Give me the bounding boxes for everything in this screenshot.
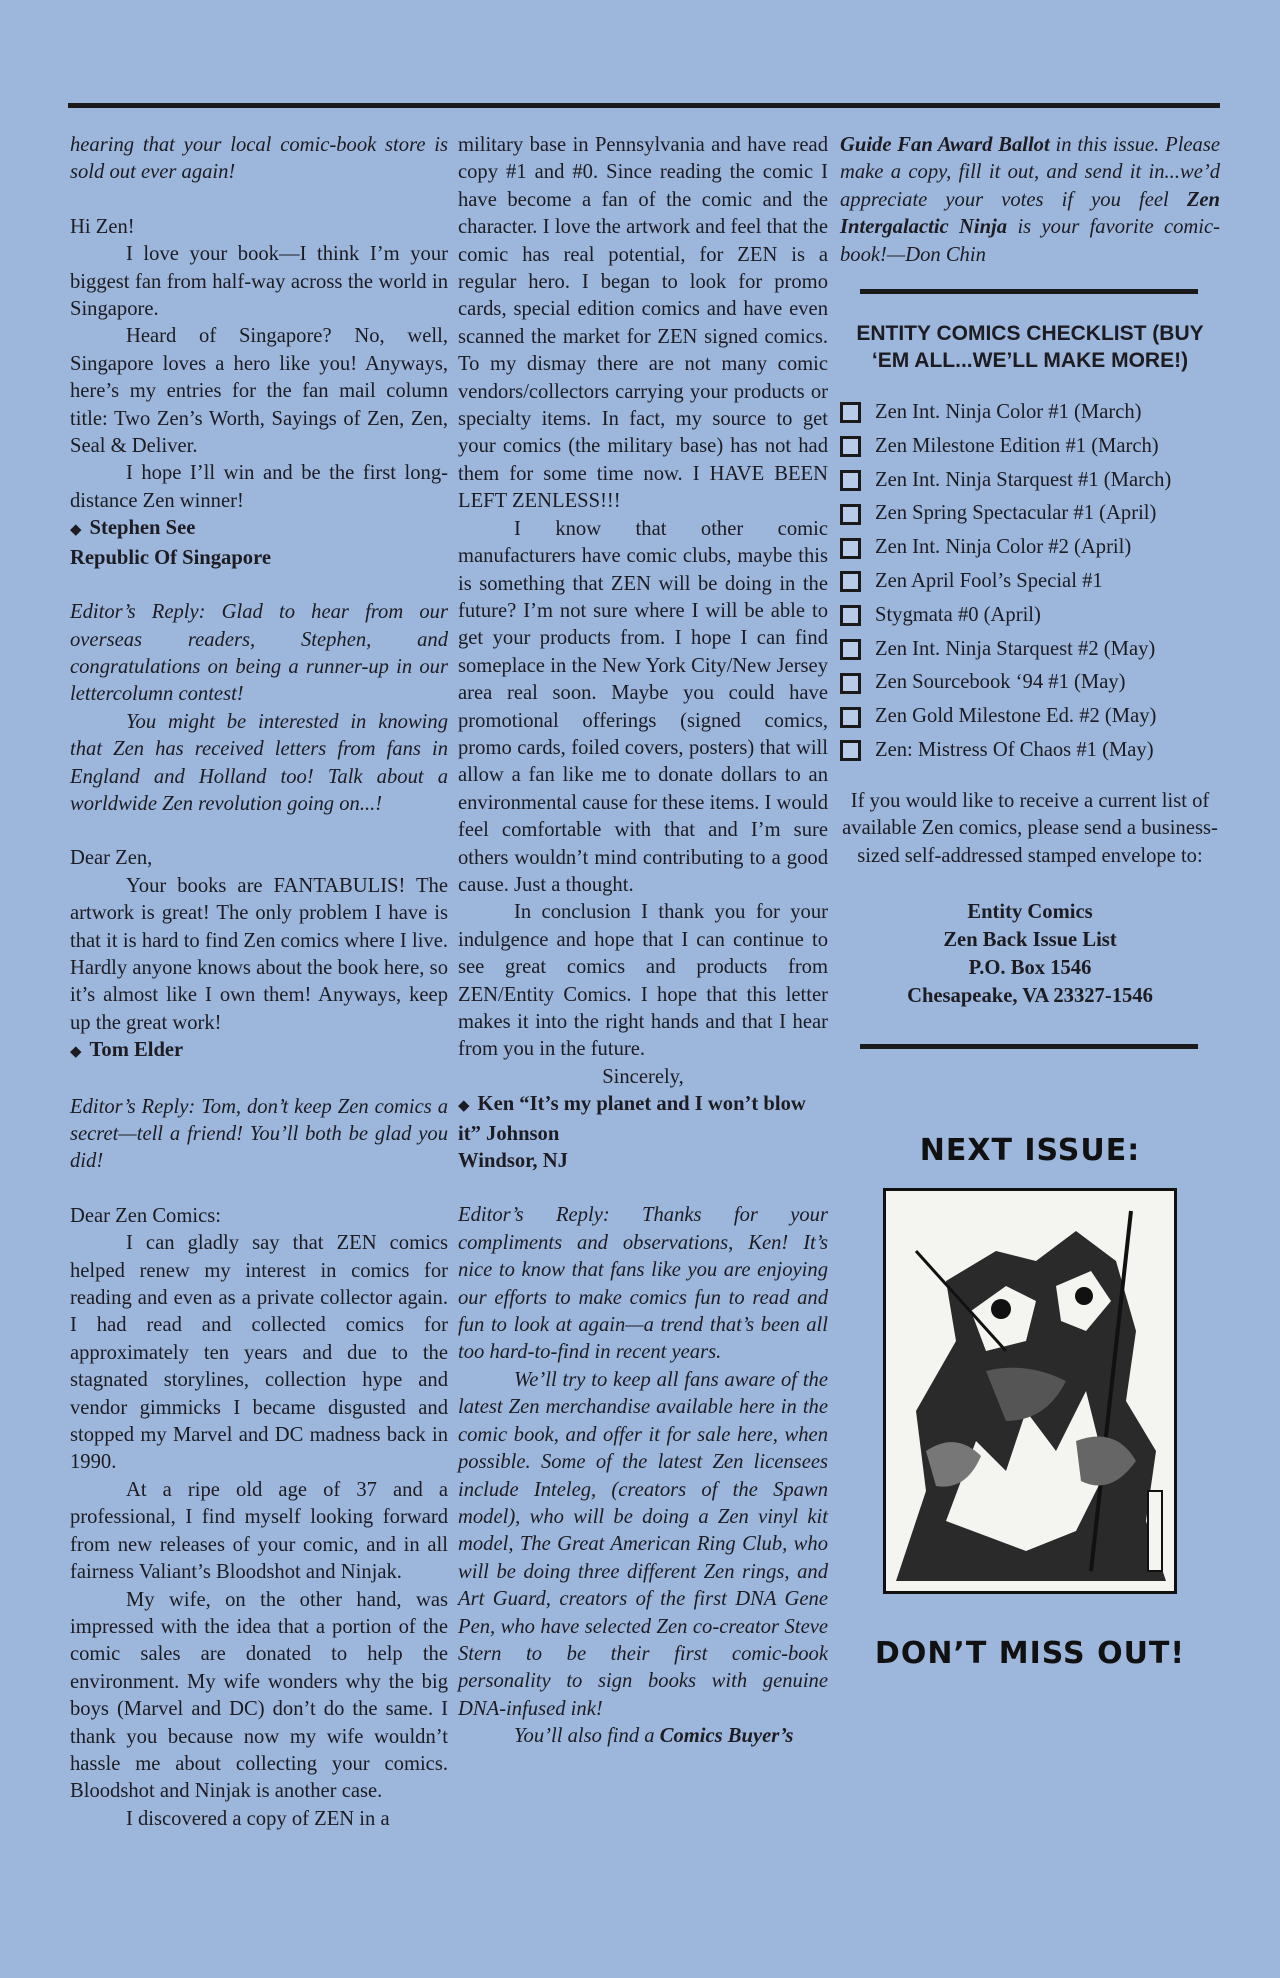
letter-salutation: Dear Zen, (70, 847, 153, 870)
letter-paragraph: At a ripe old age of 37 and a professional, I find myself looking forward from new releases of your comic, and in all fairness Valiant’s Bloodshot and Ninjak. (70, 1478, 448, 1584)
checklist-item: Zen Int. Ninja Color #2 (April) (840, 531, 1220, 565)
editor-reply-continued: You’ll also find a Comics Buyer’s (514, 1725, 794, 1748)
top-rule (68, 103, 1220, 108)
letter-paragraph: I know that other comic manufacturers have comic clubs, maybe this is something that ZEN will be doing in the future? I’m not sure where I will be able to get your products from. I hope I can find someplace in the New York City/New Jersey area real soon. Maybe you could have promotional offerings (signed comics, promo cards, foiled covers, posters) that will allow a fan like me to donate dollars to an environmental cause for these items. I would feel comfortable with that and I’m sure others wouldn’t mind contributing to a good cause. Just a thought. (458, 517, 829, 896)
letter-paragraph: military base in Pennsylvania and have read copy #1 and #0. Since reading the comic I have become a fan of the comic and the character. I love the artwork and feel that the comic has real potential, for ZEN is a regular hero. I began to look for promo cards, special edition comics and have even scanned the market for ZEN signed comics. To my dismay there are not many comic vendors/collectors carrying your products or specialty items. In fact, my source to get your comics (the military base) has not had them for some time now. I HAVE BEEN LEFT ZENLESS!!! (458, 134, 828, 513)
checklist-item: Zen Int. Ninja Color #1 (March) (840, 396, 1220, 430)
request-text: If you would like to receive a current list of available Zen comics, please send a business-sized self-addressed stamped envelope to: (842, 789, 1218, 867)
checklist-item: Zen: Mistress Of Chaos #1 (May) (840, 734, 1220, 768)
letter-paragraph: I love your book—I think I’m your biggest fan from half-way across the world in Singapore. (70, 243, 448, 321)
checklist-item: Zen Int. Ninja Starquest #1 (March) (840, 464, 1220, 498)
letter-paragraph: Your books are FANTABULIS! The artwork is great! The only problem I have is that it is hard to find Zen comics where I live. Hardly anyone knows about the book here, so it’s almost like I own them! Anyways, keep up the great work! (70, 874, 448, 1034)
signature-name: Ken “It’s my planet and I won’t blow it” Johnson (458, 1093, 806, 1145)
letter-salutation: Dear Zen Comics: (70, 1204, 221, 1227)
editor-reply: You might be interested in knowing that Zen has received letters from fans in England and Holland too! Talk about a worldwide Zen revolution going on...! (70, 710, 448, 815)
checkbox-icon (840, 538, 861, 559)
checkbox-icon (840, 740, 861, 761)
checklist-title: ENTITY COMICS CHECKLIST (BUY ‘EM ALL...WE’LL MAKE MORE!) (856, 322, 1204, 373)
column-1 (70, 132, 448, 1833)
mailing-address (840, 898, 1220, 1010)
editor-reply: Editor’s Reply: Thanks for your compliments and observations, Ken! It’s nice to know that fans like you are enjoying our efforts to make comics fun to read and fun to look at again—a trend that’s been all too hard-to-find in recent years. (458, 1204, 828, 1364)
section-rule (860, 289, 1198, 294)
diamond-icon: ◆ (458, 1098, 470, 1115)
letter-closing: Sincerely, (602, 1065, 684, 1088)
letter-signature (458, 1091, 828, 1148)
diamond-icon: ◆ (70, 522, 82, 539)
checkbox-icon (840, 707, 861, 728)
ninja-illustration (886, 1191, 1174, 1591)
letter-salutation: Hi Zen! (70, 215, 135, 238)
letter-paragraph: I can gladly say that ZEN comics helped renew my interest in comics for reading and even as a private collector again. I had read and collected comics for approximately ten years and due to the stagnated storylines, collection hype and vendor gimmicks I became disgusted and stopped my Marvel and DC madness back in 1990. (70, 1232, 448, 1474)
next-issue-artwork (883, 1188, 1177, 1594)
signature-place: Republic Of Singapore (70, 546, 272, 569)
checklist-item: Stygmata #0 (April) (840, 599, 1220, 633)
checkbox-icon (840, 402, 861, 423)
address-line: Chesapeake, VA 23327-1546 (907, 985, 1153, 1008)
dont-miss-out: DON’T MISS OUT! (874, 1636, 1186, 1672)
checklist-item: Zen April Fool’s Special #1 (840, 565, 1220, 599)
letter-signature (70, 515, 448, 544)
address-line: P.O. Box 1546 (968, 957, 1092, 980)
checklist-item: Zen Int. Ninja Starquest #2 (May) (840, 633, 1220, 667)
letter-signature (70, 1037, 448, 1066)
checklist-item: Zen Milestone Edition #1 (March) (840, 430, 1220, 464)
address-line: Entity Comics (967, 901, 1093, 924)
checklist-item: Zen Sourcebook ‘94 #1 (May) (840, 666, 1220, 700)
checkbox-icon (840, 436, 861, 457)
signature-name: Tom Elder (89, 1039, 184, 1062)
checklist (840, 396, 1220, 768)
column-3 (840, 132, 1221, 1672)
checkbox-icon (840, 605, 861, 626)
letter-paragraph: My wife, on the other hand, was impressed with the idea that a portion of the comic sales are donated to help the environment. My wife wonders why the big boys (Marvel and DC) don’t do the same. I thank you because now my wife wouldn’t hassle me about collecting your comics. Bloodshot and Ninjak is another case. (70, 1588, 448, 1803)
checkbox-icon (840, 673, 861, 694)
checkbox-icon (840, 639, 861, 660)
signature-name: Stephen See (89, 517, 196, 540)
signature-place: Windsor, NJ (458, 1150, 568, 1173)
section-rule (860, 1044, 1198, 1049)
checkbox-icon (840, 504, 861, 525)
diamond-icon: ◆ (70, 1044, 82, 1061)
address-line: Zen Back Issue List (943, 929, 1117, 952)
editor-reply: Editor’s Reply: Tom, don’t keep Zen comics a secret—tell a friend! You’ll both be glad you did! (70, 1095, 448, 1173)
letter-paragraph: In conclusion I thank you for your indulgence and hope that I can continue to see great comics and products from ZEN/Entity Comics. I hope that this letter makes it into the right hands and that I hear from you in the future. (458, 901, 828, 1061)
letter-paragraph: Heard of Singapore? No, well, Singapore loves a hero like you! Anyways, here’s my entries for the fan mail column title: Two Zen’s Worth, Sayings of Zen, Zen, Seal & Deliver. (70, 325, 448, 458)
editor-reply: Editor’s Reply: Glad to hear from our overseas readers, Stephen, and congratulations on being a runner-up in our lettercolumn contest! (70, 601, 448, 706)
column-2 (458, 132, 828, 1751)
checkbox-icon (840, 571, 861, 592)
checklist-item: Zen Spring Spectacular #1 (April) (840, 497, 1220, 531)
editor-reply-continued: Guide Fan Award Ballot in this issue. Please make a copy, fill it out, and send it in...we’d appreciate your votes if you feel Zen Intergalactic Ninja is your favorite comic-book!—Don Chin (840, 134, 1221, 266)
letter-paragraph: I discovered a copy of ZEN in a (126, 1807, 390, 1830)
checklist-item: Zen Gold Milestone Ed. #2 (May) (840, 700, 1220, 734)
checkbox-icon (840, 470, 861, 491)
intro-text: hearing that your local comic-book store is sold out ever again! (70, 134, 448, 184)
letter-paragraph: I hope I’ll win and be the first long-distance Zen winner! (70, 462, 448, 512)
next-issue-heading: NEXT ISSUE: (919, 1133, 1141, 1169)
editor-reply: We’ll try to keep all fans aware of the latest Zen merchandise available here in the comic book, and offer it for sale here, when possible. Some of the latest Zen licensees include Inteleg, (creators of the Spawn model), who will be doing a Zen vinyl kit model, The Great American Ring Club, who will be doing three different Zen rings, and Art Guard, creators of the first DNA Gene Pen, who have selected Zen co-creator Steve Stern to be their first comic-book personality to sign books with genuine DNA-infused ink! (458, 1368, 828, 1720)
